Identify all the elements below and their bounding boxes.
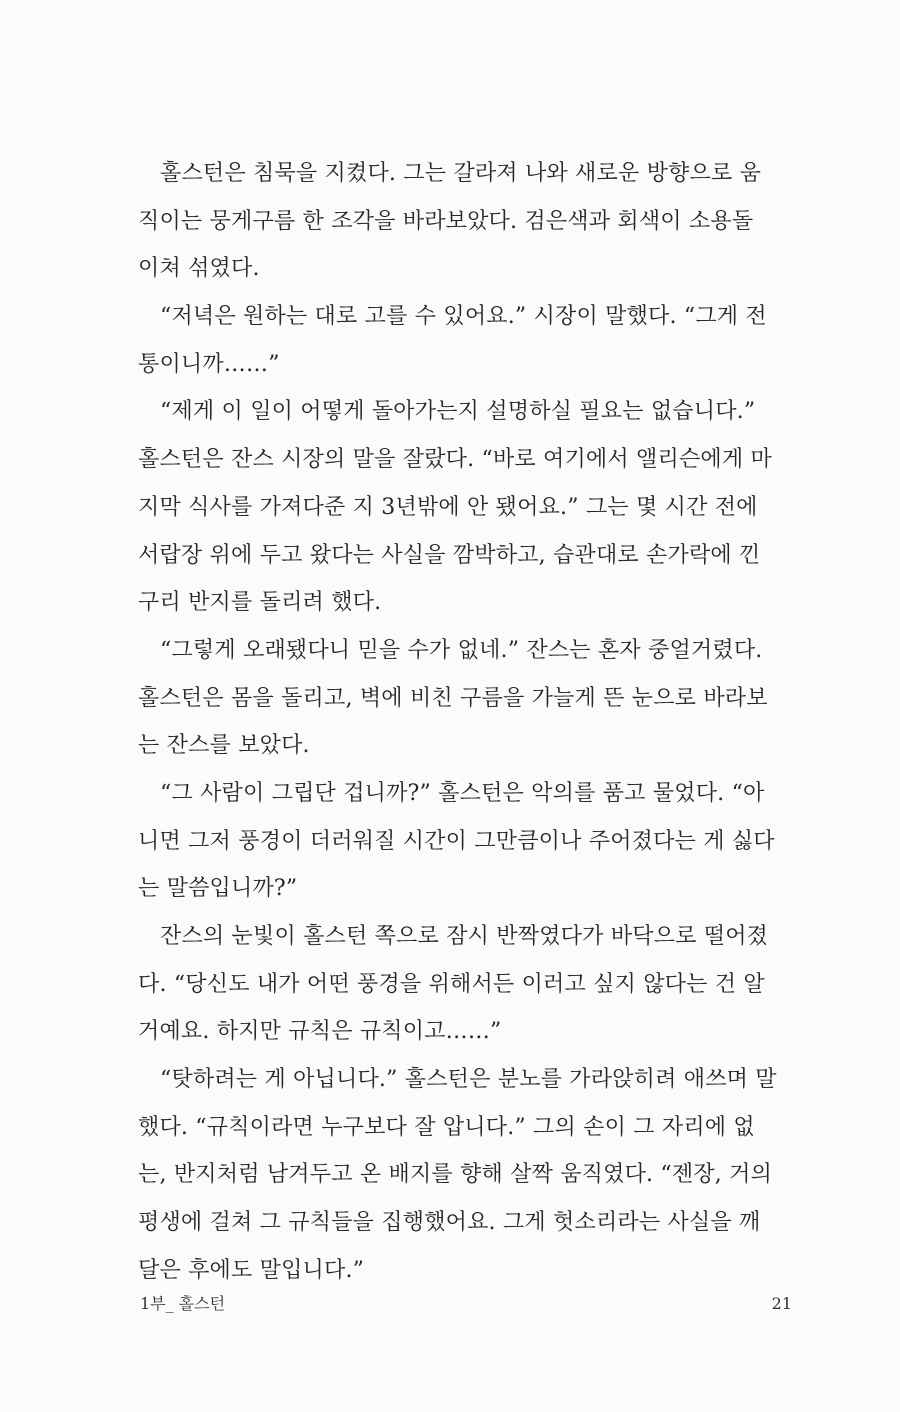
text-line: 는, 반지처럼 남겨두고 온 배지를 향해 살짝 움직였다. “젠장, 거의 bbox=[138, 1162, 773, 1188]
text-line: 홀스턴은 잔스 시장의 말을 잘랐다. “바로 여기에서 앨리슨에게 마 bbox=[138, 447, 772, 473]
text-line: 는 잔스를 보았다. bbox=[138, 733, 310, 759]
text-line: 했다. “규칙이라면 누구보다 잘 압니다.” 그의 손이 그 자리에 없 bbox=[138, 1114, 755, 1140]
text-line: “제게 이 일이 어떻게 돌아가는지 설명하실 필요는 없습니다.” bbox=[160, 399, 756, 425]
running-footer-section: 1부_ 홀스턴 bbox=[140, 1294, 226, 1313]
text-line: 홀스턴은 침묵을 지켰다. 그는 갈라져 나와 새로운 방향으로 움 bbox=[160, 161, 762, 186]
text-line: 통이니까……” bbox=[138, 351, 280, 377]
page-number: 21 bbox=[771, 1294, 792, 1313]
text-line: “저녁은 원하는 대로 고를 수 있어요.” 시장이 말했다. “그게 전 bbox=[160, 304, 767, 330]
text-line: “그렇게 오래됐다니 믿을 수가 없네.” 잔스는 혼자 중얼거렸다. bbox=[160, 637, 763, 663]
text-line: 니면 그저 풍경이 더러워질 시간이 그만큼이나 주어졌다는 게 싫다 bbox=[138, 828, 775, 854]
text-line: 구리 반지를 돌리려 했다. bbox=[138, 590, 382, 616]
text-line: “그 사람이 그립단 겁니까?” 홀스턴은 악의를 품고 물었다. “아 bbox=[160, 780, 765, 806]
text-line: 는 말씀입니까?” bbox=[138, 876, 298, 902]
text-line: 홀스턴은 몸을 돌리고, 벽에 비친 구름을 가늘게 뜬 눈으로 바라보 bbox=[138, 685, 768, 711]
text-line: 평생에 걸쳐 그 규칙들을 집행했어요. 그게 헛소리라는 사실을 깨 bbox=[138, 1210, 761, 1236]
body-text bbox=[138, 150, 794, 1295]
text-line: 달은 후에도 말입니다.” bbox=[138, 1257, 365, 1283]
text-line: 잔스의 눈빛이 홀스턴 쪽으로 잠시 반짝였다가 바닥으로 떨어졌 bbox=[160, 924, 769, 949]
text-line: 다. “당신도 내가 어떤 풍경을 위해서든 이러고 싶지 않다는 건 알 bbox=[138, 971, 765, 997]
text-line: 거예요. 하지만 규칙은 규칙이고……” bbox=[138, 1019, 502, 1045]
text-line: 지막 식사를 가져다준 지 3년밖에 안 됐어요.” 그는 몇 시간 전에 bbox=[138, 494, 758, 520]
text-line: 이쳐 섞였다. bbox=[138, 256, 260, 282]
text-line: “탓하려는 게 아닙니다.” 홀스턴은 분노를 가라앉히려 애쓰며 말 bbox=[160, 1067, 777, 1093]
text-line: 직이는 뭉게구름 한 조각을 바라보았다. 검은색과 회색이 소용돌 bbox=[138, 208, 754, 234]
text-line: 서랍장 위에 두고 왔다는 사실을 깜박하고, 습관대로 손가락에 낀 bbox=[138, 542, 761, 568]
